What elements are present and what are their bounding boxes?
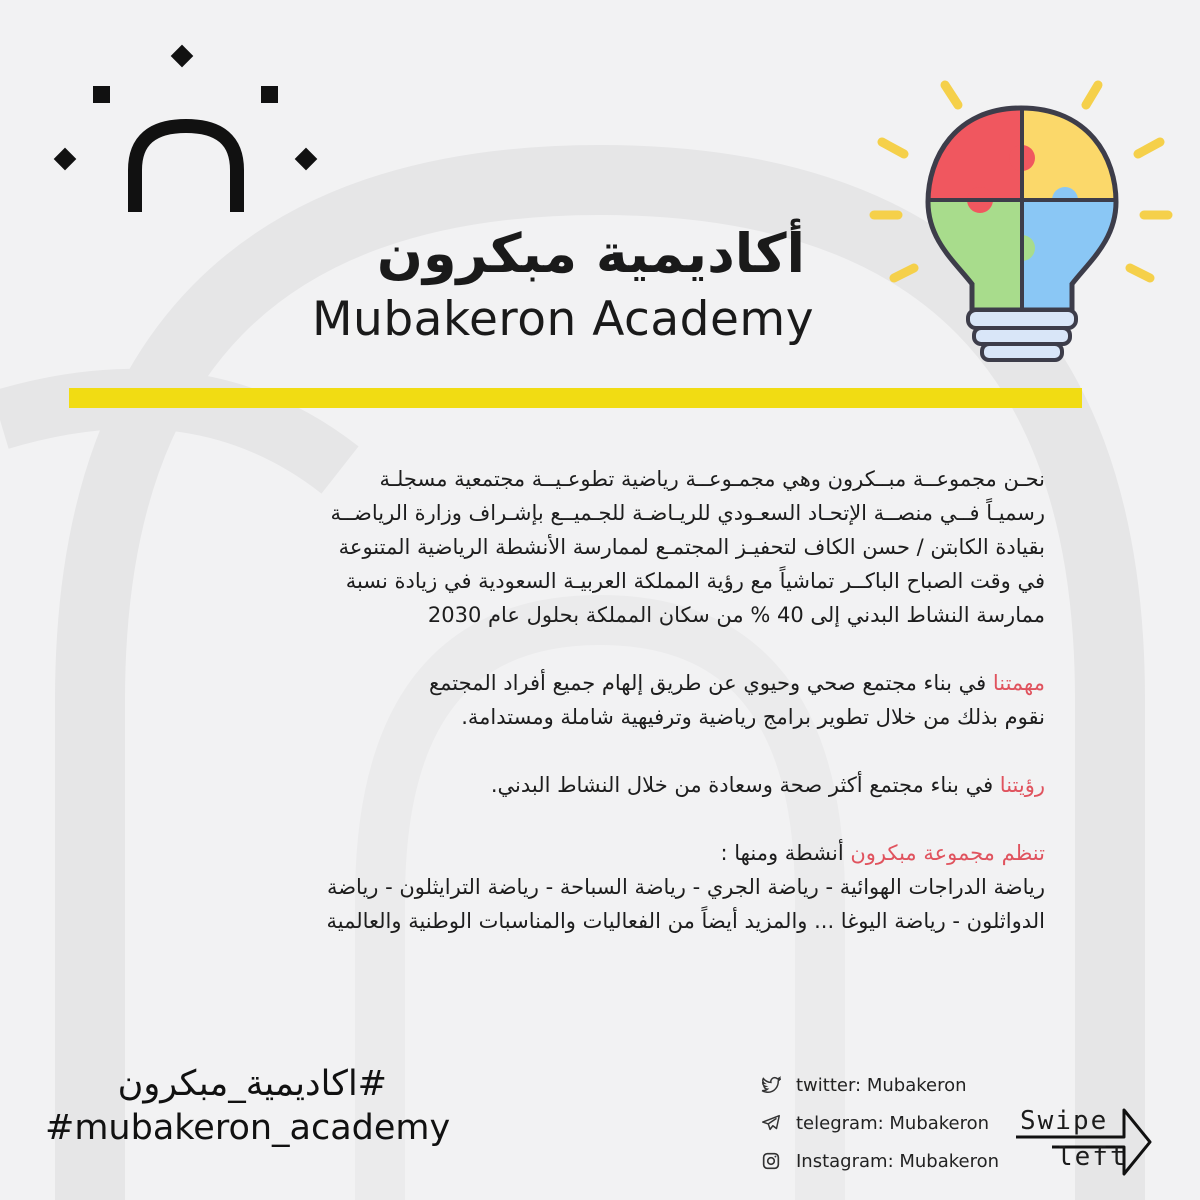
divider-bar: [69, 388, 1082, 408]
puzzle-lightbulb-icon: [860, 70, 1190, 380]
mission-paragraph: [120, 666, 1045, 734]
body-text: [120, 462, 1045, 972]
vision-paragraph: [120, 768, 1045, 802]
hashtags: [45, 1062, 451, 1150]
vision-text: في بناء مجتمع أكثر صحة وسعادة من خلال النشاط البدني.: [490, 773, 1000, 797]
mission-label: مهمتنا: [992, 671, 1045, 695]
activities-label: تنظم مجموعة مبكرون: [850, 841, 1045, 865]
activities-line: رياضة الدراجات الهوائية - رياضة الجري - رياضة السباحة - رياضة الترايثلون - رياضة: [326, 875, 1045, 899]
left-word: left: [1057, 1142, 1128, 1172]
social-link-telegram[interactable]: [760, 1104, 1020, 1142]
title-english: Mubakeron Academy: [312, 292, 815, 347]
social-links: [760, 1066, 1020, 1180]
vision-label: رؤيتنا: [999, 773, 1045, 797]
twitter-icon: [760, 1074, 782, 1096]
instagram-icon: [760, 1150, 782, 1172]
telegram-handle: telegram: Mubakeron: [796, 1112, 990, 1134]
twitter-handle: twitter: Mubakeron: [796, 1074, 967, 1096]
intro-line: نحـن مجموعــة مبــكرون وهي مجمـوعــة رياضية تطوعـيــة مجتمعية مسجلـة: [379, 467, 1045, 491]
social-link-twitter[interactable]: [760, 1066, 1020, 1104]
mission-text-2: نقوم بذلك من خلال تطوير برامج رياضية وترفيهية شاملة ومستدامة.: [461, 705, 1045, 729]
activities-paragraph: [120, 836, 1045, 938]
hashtag-arabic[interactable]: #اكاديمية_مبكرون: [117, 1064, 387, 1104]
swipe-word: Swipe: [1020, 1106, 1109, 1136]
academy-logo: [40, 30, 340, 230]
intro-line: في وقت الصباح الباكــر تماشياً مع رؤية المملكة العربيـة السعودية في زيادة نسبة: [345, 569, 1045, 593]
activities-intro: أنشطة ومنها :: [720, 841, 851, 865]
social-link-instagram[interactable]: [760, 1142, 1020, 1180]
telegram-icon: [760, 1112, 782, 1134]
intro-line: رسميـاً فــي منصــة الإتحـاد السعـودي للريـاضـة للجـميــع بإشـراف وزارة الرياضــة: [330, 501, 1045, 525]
intro-line: بقيادة الكابتن / حسن الكاف لتحفيـز المجتمـع لممارسة الأنشطة الرياضية المتنوعة: [338, 535, 1045, 559]
swipe-left-hint[interactable]: [1012, 1102, 1162, 1182]
instagram-handle: Instagram: Mubakeron: [796, 1150, 1000, 1172]
mission-text: في بناء مجتمع صحي وحيوي عن طريق إلهام جميع أفراد المجتمع: [428, 671, 993, 695]
title-arabic: أكاديمية مبكرون: [376, 222, 805, 285]
intro-line: ممارسة النشاط البدني إلى 40 % من سكان المملكة بحلول عام 2030: [427, 603, 1045, 627]
activities-line: الدواثلون - رياضة اليوغا ... والمزيد أيضاً من الفعاليات والمناسبات الوطنية والعالمية: [326, 909, 1045, 933]
intro-paragraph: [120, 462, 1045, 632]
hashtag-english[interactable]: #mubakeron_academy: [45, 1108, 451, 1148]
